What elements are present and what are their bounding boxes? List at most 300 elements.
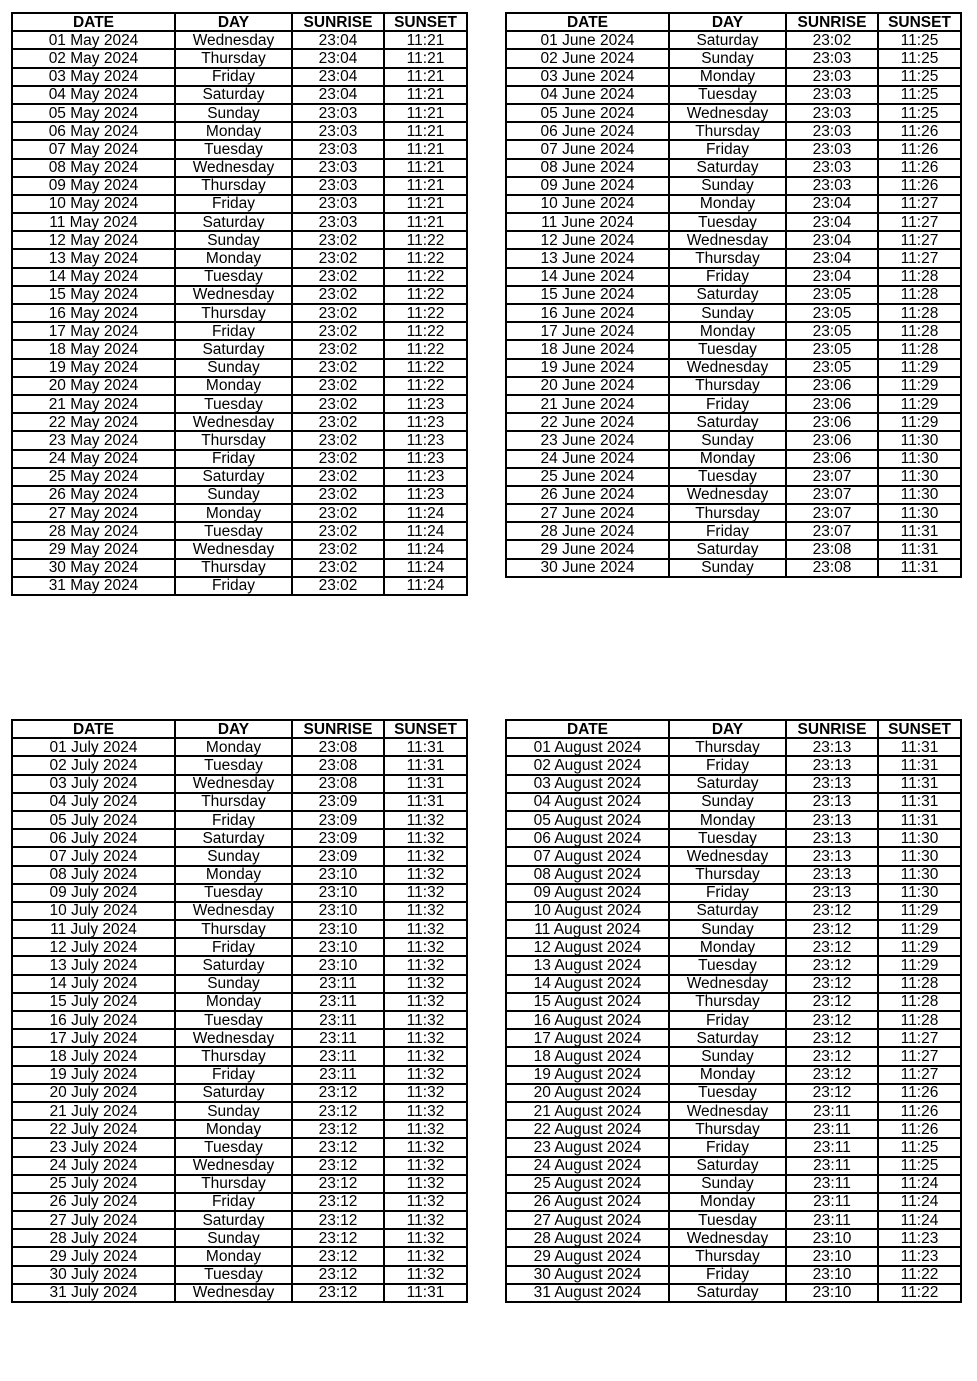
table-row xyxy=(12,340,467,358)
table-row xyxy=(506,811,961,829)
date-cell: 19 June 2024 xyxy=(506,359,669,377)
date-cell: 29 July 2024 xyxy=(12,1247,175,1265)
day-cell: Sunday xyxy=(669,304,786,322)
date-cell: 30 July 2024 xyxy=(12,1266,175,1284)
day-cell: Tuesday xyxy=(669,1084,786,1102)
day-cell: Wednesday xyxy=(175,775,292,793)
sunrise-cell: 23:08 xyxy=(292,738,384,756)
sunset-cell: 11:32 xyxy=(384,1120,467,1138)
sunrise-cell: 23:03 xyxy=(786,104,878,122)
day-cell: Tuesday xyxy=(175,140,292,158)
sunset-cell: 11:29 xyxy=(878,359,961,377)
date-cell: 28 May 2024 xyxy=(12,522,175,540)
sunset-cell: 11:27 xyxy=(878,1047,961,1065)
sunset-cell: 11:31 xyxy=(878,793,961,811)
table-row xyxy=(506,1193,961,1211)
day-cell: Thursday xyxy=(175,1047,292,1065)
sunrise-cell: 23:02 xyxy=(292,249,384,267)
table-row xyxy=(12,195,467,213)
sunset-cell: 11:32 xyxy=(384,1157,467,1175)
sunrise-cell: 23:05 xyxy=(786,322,878,340)
day-cell: Sunday xyxy=(175,104,292,122)
sunset-cell: 11:25 xyxy=(878,68,961,86)
date-cell: 27 June 2024 xyxy=(506,504,669,522)
table-row xyxy=(12,1229,467,1247)
day-cell: Thursday xyxy=(669,993,786,1011)
date-cell: 13 August 2024 xyxy=(506,956,669,974)
table-row xyxy=(12,1029,467,1047)
sunset-cell: 11:32 xyxy=(384,1138,467,1156)
day-cell: Sunday xyxy=(669,177,786,195)
sunset-cell: 11:24 xyxy=(384,577,467,595)
sunrise-cell: 23:05 xyxy=(786,304,878,322)
sunrise-cell: 23:11 xyxy=(292,993,384,1011)
sunset-cell: 11:29 xyxy=(878,395,961,413)
date-cell: 18 July 2024 xyxy=(12,1047,175,1065)
table-row xyxy=(506,322,961,340)
day-cell: Sunday xyxy=(669,559,786,577)
sunrise-cell: 23:03 xyxy=(292,213,384,231)
sunrise-cell: 23:02 xyxy=(292,413,384,431)
sunrise-cell: 23:09 xyxy=(292,829,384,847)
sunrise-header: SUNRISE xyxy=(292,13,384,31)
sunrise-cell: 23:03 xyxy=(292,122,384,140)
sunrise-cell: 23:07 xyxy=(786,468,878,486)
day-cell: Monday xyxy=(669,811,786,829)
table-row xyxy=(12,884,467,902)
sunrise-cell: 23:03 xyxy=(292,104,384,122)
day-cell: Friday xyxy=(669,756,786,774)
day-cell: Friday xyxy=(175,811,292,829)
table-row xyxy=(12,938,467,956)
table-row xyxy=(506,468,961,486)
table-row xyxy=(12,122,467,140)
table-row xyxy=(506,249,961,267)
table-row xyxy=(12,177,467,195)
table-row xyxy=(506,268,961,286)
date-cell: 29 May 2024 xyxy=(12,540,175,558)
date-cell: 27 July 2024 xyxy=(12,1211,175,1229)
day-cell: Monday xyxy=(175,993,292,1011)
sunset-header: SUNSET xyxy=(878,13,961,31)
date-cell: 06 July 2024 xyxy=(12,829,175,847)
sunset-cell: 11:25 xyxy=(878,49,961,67)
date-cell: 16 July 2024 xyxy=(12,1011,175,1029)
table-row xyxy=(12,86,467,104)
table-row xyxy=(506,1066,961,1084)
day-cell: Thursday xyxy=(175,431,292,449)
sunrise-cell: 23:13 xyxy=(786,847,878,865)
day-cell: Wednesday xyxy=(669,486,786,504)
table-row xyxy=(506,31,961,49)
sunrise-cell: 23:12 xyxy=(786,1029,878,1047)
day-cell: Friday xyxy=(669,1138,786,1156)
day-cell: Friday xyxy=(669,1266,786,1284)
date-cell: 15 July 2024 xyxy=(12,993,175,1011)
sunset-cell: 11:24 xyxy=(384,540,467,558)
table-row xyxy=(12,1102,467,1120)
date-cell: 10 July 2024 xyxy=(12,902,175,920)
sunset-cell: 11:25 xyxy=(878,86,961,104)
sunrise-cell: 23:10 xyxy=(786,1229,878,1247)
table-row xyxy=(12,793,467,811)
sunset-cell: 11:32 xyxy=(384,866,467,884)
day-cell: Saturday xyxy=(175,1211,292,1229)
sunrise-cell: 23:10 xyxy=(292,956,384,974)
date-cell: 03 August 2024 xyxy=(506,775,669,793)
date-cell: 27 May 2024 xyxy=(12,504,175,522)
sunset-header: SUNSET xyxy=(384,13,467,31)
day-cell: Monday xyxy=(669,322,786,340)
table-row xyxy=(12,359,467,377)
date-cell: 01 June 2024 xyxy=(506,31,669,49)
day-cell: Thursday xyxy=(669,249,786,267)
sunset-cell: 11:28 xyxy=(878,975,961,993)
sunset-cell: 11:30 xyxy=(878,866,961,884)
date-cell: 09 May 2024 xyxy=(12,177,175,195)
day-header: DAY xyxy=(175,720,292,738)
table-row xyxy=(12,1284,467,1302)
day-cell: Tuesday xyxy=(175,268,292,286)
date-cell: 05 July 2024 xyxy=(12,811,175,829)
day-cell: Saturday xyxy=(175,340,292,358)
table-row xyxy=(506,738,961,756)
table-row xyxy=(506,756,961,774)
date-cell: 10 June 2024 xyxy=(506,195,669,213)
table-row xyxy=(506,920,961,938)
sunrise-cell: 23:03 xyxy=(786,122,878,140)
sunrise-cell: 23:04 xyxy=(786,249,878,267)
date-cell: 19 August 2024 xyxy=(506,1066,669,1084)
sunset-cell: 11:31 xyxy=(384,738,467,756)
sunrise-cell: 23:08 xyxy=(786,559,878,577)
day-cell: Thursday xyxy=(175,559,292,577)
day-cell: Thursday xyxy=(175,1175,292,1193)
sunset-cell: 11:21 xyxy=(384,31,467,49)
july-table xyxy=(11,719,468,1303)
day-cell: Thursday xyxy=(175,304,292,322)
sunset-cell: 11:21 xyxy=(384,177,467,195)
date-cell: 07 July 2024 xyxy=(12,847,175,865)
sunset-cell: 11:32 xyxy=(384,956,467,974)
table-row xyxy=(12,1266,467,1284)
sunset-cell: 11:31 xyxy=(878,559,961,577)
day-cell: Tuesday xyxy=(669,829,786,847)
date-cell: 16 May 2024 xyxy=(12,304,175,322)
day-cell: Tuesday xyxy=(175,756,292,774)
sunrise-cell: 23:03 xyxy=(786,86,878,104)
sunrise-cell: 23:04 xyxy=(292,49,384,67)
date-cell: 17 May 2024 xyxy=(12,322,175,340)
day-cell: Tuesday xyxy=(669,340,786,358)
date-cell: 06 June 2024 xyxy=(506,122,669,140)
table-row xyxy=(506,195,961,213)
day-cell: Sunday xyxy=(669,431,786,449)
sunset-cell: 11:28 xyxy=(878,322,961,340)
day-cell: Monday xyxy=(669,450,786,468)
date-cell: 12 June 2024 xyxy=(506,231,669,249)
table-row xyxy=(506,340,961,358)
table-row xyxy=(506,395,961,413)
date-cell: 14 July 2024 xyxy=(12,975,175,993)
sunrise-cell: 23:05 xyxy=(786,340,878,358)
table-row xyxy=(506,956,961,974)
day-cell: Monday xyxy=(175,866,292,884)
date-cell: 10 August 2024 xyxy=(506,902,669,920)
day-cell: Thursday xyxy=(175,920,292,938)
day-header: DAY xyxy=(669,720,786,738)
day-cell: Friday xyxy=(669,268,786,286)
day-cell: Friday xyxy=(669,140,786,158)
date-cell: 27 August 2024 xyxy=(506,1211,669,1229)
day-cell: Monday xyxy=(175,738,292,756)
sunset-cell: 11:21 xyxy=(384,140,467,158)
sunrise-cell: 23:04 xyxy=(786,268,878,286)
table-row xyxy=(506,359,961,377)
sunset-cell: 11:30 xyxy=(878,486,961,504)
table-row xyxy=(506,540,961,558)
sunrise-cell: 23:10 xyxy=(786,1247,878,1265)
sunset-cell: 11:21 xyxy=(384,49,467,67)
sunset-cell: 11:32 xyxy=(384,1229,467,1247)
day-cell: Wednesday xyxy=(669,1102,786,1120)
sunset-cell: 11:30 xyxy=(878,847,961,865)
sunrise-cell: 23:10 xyxy=(292,884,384,902)
sunrise-cell: 23:04 xyxy=(786,231,878,249)
date-cell: 02 May 2024 xyxy=(12,49,175,67)
day-cell: Wednesday xyxy=(669,104,786,122)
table-row xyxy=(12,540,467,558)
sunset-cell: 11:32 xyxy=(384,1266,467,1284)
sunrise-cell: 23:12 xyxy=(786,993,878,1011)
sunrise-cell: 23:12 xyxy=(786,938,878,956)
sunrise-cell: 23:12 xyxy=(786,920,878,938)
date-cell: 07 May 2024 xyxy=(12,140,175,158)
sunrise-cell: 23:12 xyxy=(786,1047,878,1065)
date-cell: 24 May 2024 xyxy=(12,450,175,468)
sunrise-cell: 23:12 xyxy=(292,1102,384,1120)
table-row xyxy=(12,249,467,267)
date-cell: 23 May 2024 xyxy=(12,431,175,449)
sunset-cell: 11:31 xyxy=(384,793,467,811)
day-cell: Wednesday xyxy=(669,359,786,377)
sunrise-cell: 23:04 xyxy=(786,213,878,231)
sunrise-cell: 23:12 xyxy=(292,1229,384,1247)
day-cell: Thursday xyxy=(175,177,292,195)
table-row xyxy=(12,1011,467,1029)
sunset-cell: 11:25 xyxy=(878,1157,961,1175)
date-cell: 07 August 2024 xyxy=(506,847,669,865)
date-cell: 23 June 2024 xyxy=(506,431,669,449)
table-row xyxy=(506,1229,961,1247)
date-cell: 02 July 2024 xyxy=(12,756,175,774)
day-cell: Monday xyxy=(669,1066,786,1084)
sunset-cell: 11:23 xyxy=(384,468,467,486)
day-cell: Wednesday xyxy=(175,413,292,431)
sunset-cell: 11:28 xyxy=(878,1011,961,1029)
day-cell: Thursday xyxy=(669,866,786,884)
sunset-cell: 11:31 xyxy=(878,811,961,829)
sunrise-cell: 23:12 xyxy=(292,1247,384,1265)
sunrise-cell: 23:02 xyxy=(292,468,384,486)
sunrise-cell: 23:11 xyxy=(786,1138,878,1156)
date-cell: 03 May 2024 xyxy=(12,68,175,86)
sunrise-cell: 23:02 xyxy=(292,504,384,522)
sunset-cell: 11:25 xyxy=(878,31,961,49)
sunrise-cell: 23:03 xyxy=(786,177,878,195)
day-cell: Friday xyxy=(175,322,292,340)
date-cell: 04 August 2024 xyxy=(506,793,669,811)
sunset-cell: 11:32 xyxy=(384,847,467,865)
table-row xyxy=(506,884,961,902)
header-row xyxy=(12,720,467,738)
sunset-header: SUNSET xyxy=(384,720,467,738)
sunrise-cell: 23:12 xyxy=(292,1084,384,1102)
sunrise-cell: 23:10 xyxy=(786,1266,878,1284)
day-cell: Sunday xyxy=(175,847,292,865)
sunrise-cell: 23:13 xyxy=(786,866,878,884)
sunrise-cell: 23:06 xyxy=(786,413,878,431)
sunset-cell: 11:32 xyxy=(384,975,467,993)
day-cell: Saturday xyxy=(175,213,292,231)
date-cell: 21 May 2024 xyxy=(12,395,175,413)
day-cell: Sunday xyxy=(669,793,786,811)
sunset-cell: 11:23 xyxy=(384,395,467,413)
date-cell: 15 August 2024 xyxy=(506,993,669,1011)
sunrise-cell: 23:02 xyxy=(292,304,384,322)
sunset-cell: 11:22 xyxy=(878,1266,961,1284)
table-row xyxy=(506,1029,961,1047)
date-cell: 14 June 2024 xyxy=(506,268,669,286)
day-cell: Friday xyxy=(669,1011,786,1029)
sunrise-cell: 23:03 xyxy=(292,177,384,195)
sunrise-cell: 23:11 xyxy=(292,1066,384,1084)
date-cell: 14 August 2024 xyxy=(506,975,669,993)
sunset-cell: 11:25 xyxy=(878,1138,961,1156)
day-cell: Saturday xyxy=(175,86,292,104)
table-row xyxy=(506,1011,961,1029)
sunset-cell: 11:23 xyxy=(878,1229,961,1247)
sunrise-cell: 23:13 xyxy=(786,793,878,811)
date-cell: 18 May 2024 xyxy=(12,340,175,358)
sunset-cell: 11:22 xyxy=(878,1284,961,1302)
sunset-cell: 11:26 xyxy=(878,140,961,158)
day-cell: Tuesday xyxy=(669,1211,786,1229)
table-row xyxy=(12,413,467,431)
table-row xyxy=(12,1175,467,1193)
table-row xyxy=(506,286,961,304)
date-cell: 25 June 2024 xyxy=(506,468,669,486)
sunset-cell: 11:22 xyxy=(384,340,467,358)
sunset-cell: 11:26 xyxy=(878,177,961,195)
day-cell: Wednesday xyxy=(175,1284,292,1302)
date-cell: 01 July 2024 xyxy=(12,738,175,756)
day-cell: Thursday xyxy=(669,504,786,522)
sunrise-cell: 23:04 xyxy=(292,68,384,86)
sunset-cell: 11:31 xyxy=(878,756,961,774)
sunrise-cell: 23:12 xyxy=(292,1266,384,1284)
table-row xyxy=(12,431,467,449)
sunset-cell: 11:27 xyxy=(878,249,961,267)
date-cell: 21 June 2024 xyxy=(506,395,669,413)
date-cell: 21 July 2024 xyxy=(12,1102,175,1120)
date-cell: 26 May 2024 xyxy=(12,486,175,504)
day-cell: Sunday xyxy=(175,975,292,993)
day-cell: Thursday xyxy=(175,49,292,67)
sunset-cell: 11:22 xyxy=(384,304,467,322)
sunset-cell: 11:27 xyxy=(878,231,961,249)
table-row xyxy=(12,829,467,847)
table-row xyxy=(12,1211,467,1229)
sunset-cell: 11:32 xyxy=(384,902,467,920)
sunset-cell: 11:23 xyxy=(384,413,467,431)
sunrise-cell: 23:10 xyxy=(786,1284,878,1302)
sunset-cell: 11:30 xyxy=(878,504,961,522)
day-cell: Wednesday xyxy=(669,847,786,865)
header-row xyxy=(12,13,467,31)
sunset-cell: 11:32 xyxy=(384,1193,467,1211)
day-cell: Tuesday xyxy=(669,86,786,104)
day-header: DAY xyxy=(669,13,786,31)
table-row xyxy=(506,1284,961,1302)
table-row xyxy=(506,49,961,67)
sunrise-cell: 23:10 xyxy=(292,866,384,884)
table-row xyxy=(506,1120,961,1138)
sunset-cell: 11:32 xyxy=(384,1211,467,1229)
sunset-cell: 11:22 xyxy=(384,377,467,395)
table-row xyxy=(506,413,961,431)
sunset-cell: 11:22 xyxy=(384,231,467,249)
day-cell: Tuesday xyxy=(669,956,786,974)
sunrise-cell: 23:12 xyxy=(292,1157,384,1175)
table-row xyxy=(12,1066,467,1084)
day-cell: Saturday xyxy=(669,159,786,177)
date-cell: 25 July 2024 xyxy=(12,1175,175,1193)
day-cell: Monday xyxy=(669,938,786,956)
sunrise-cell: 23:12 xyxy=(786,1011,878,1029)
day-cell: Sunday xyxy=(175,359,292,377)
date-cell: 08 May 2024 xyxy=(12,159,175,177)
table-row xyxy=(506,431,961,449)
date-cell: 28 July 2024 xyxy=(12,1229,175,1247)
sunset-cell: 11:24 xyxy=(384,522,467,540)
day-cell: Saturday xyxy=(175,1084,292,1102)
june-table xyxy=(505,12,962,578)
table-row xyxy=(506,1266,961,1284)
sunset-cell: 11:22 xyxy=(384,249,467,267)
day-cell: Saturday xyxy=(175,829,292,847)
date-cell: 31 May 2024 xyxy=(12,577,175,595)
date-cell: 20 July 2024 xyxy=(12,1084,175,1102)
day-cell: Friday xyxy=(669,522,786,540)
sunrise-cell: 23:02 xyxy=(292,359,384,377)
table-row xyxy=(12,1084,467,1102)
date-cell: 18 June 2024 xyxy=(506,340,669,358)
day-header: DAY xyxy=(175,13,292,31)
day-cell: Saturday xyxy=(669,1284,786,1302)
date-cell: 03 July 2024 xyxy=(12,775,175,793)
sunrise-cell: 23:02 xyxy=(786,31,878,49)
date-cell: 13 June 2024 xyxy=(506,249,669,267)
table-row xyxy=(12,559,467,577)
table-row xyxy=(12,577,467,595)
table-row xyxy=(506,450,961,468)
day-cell: Saturday xyxy=(175,956,292,974)
date-cell: 12 August 2024 xyxy=(506,938,669,956)
table-row xyxy=(12,140,467,158)
table-row xyxy=(506,847,961,865)
sunset-cell: 11:27 xyxy=(878,1029,961,1047)
